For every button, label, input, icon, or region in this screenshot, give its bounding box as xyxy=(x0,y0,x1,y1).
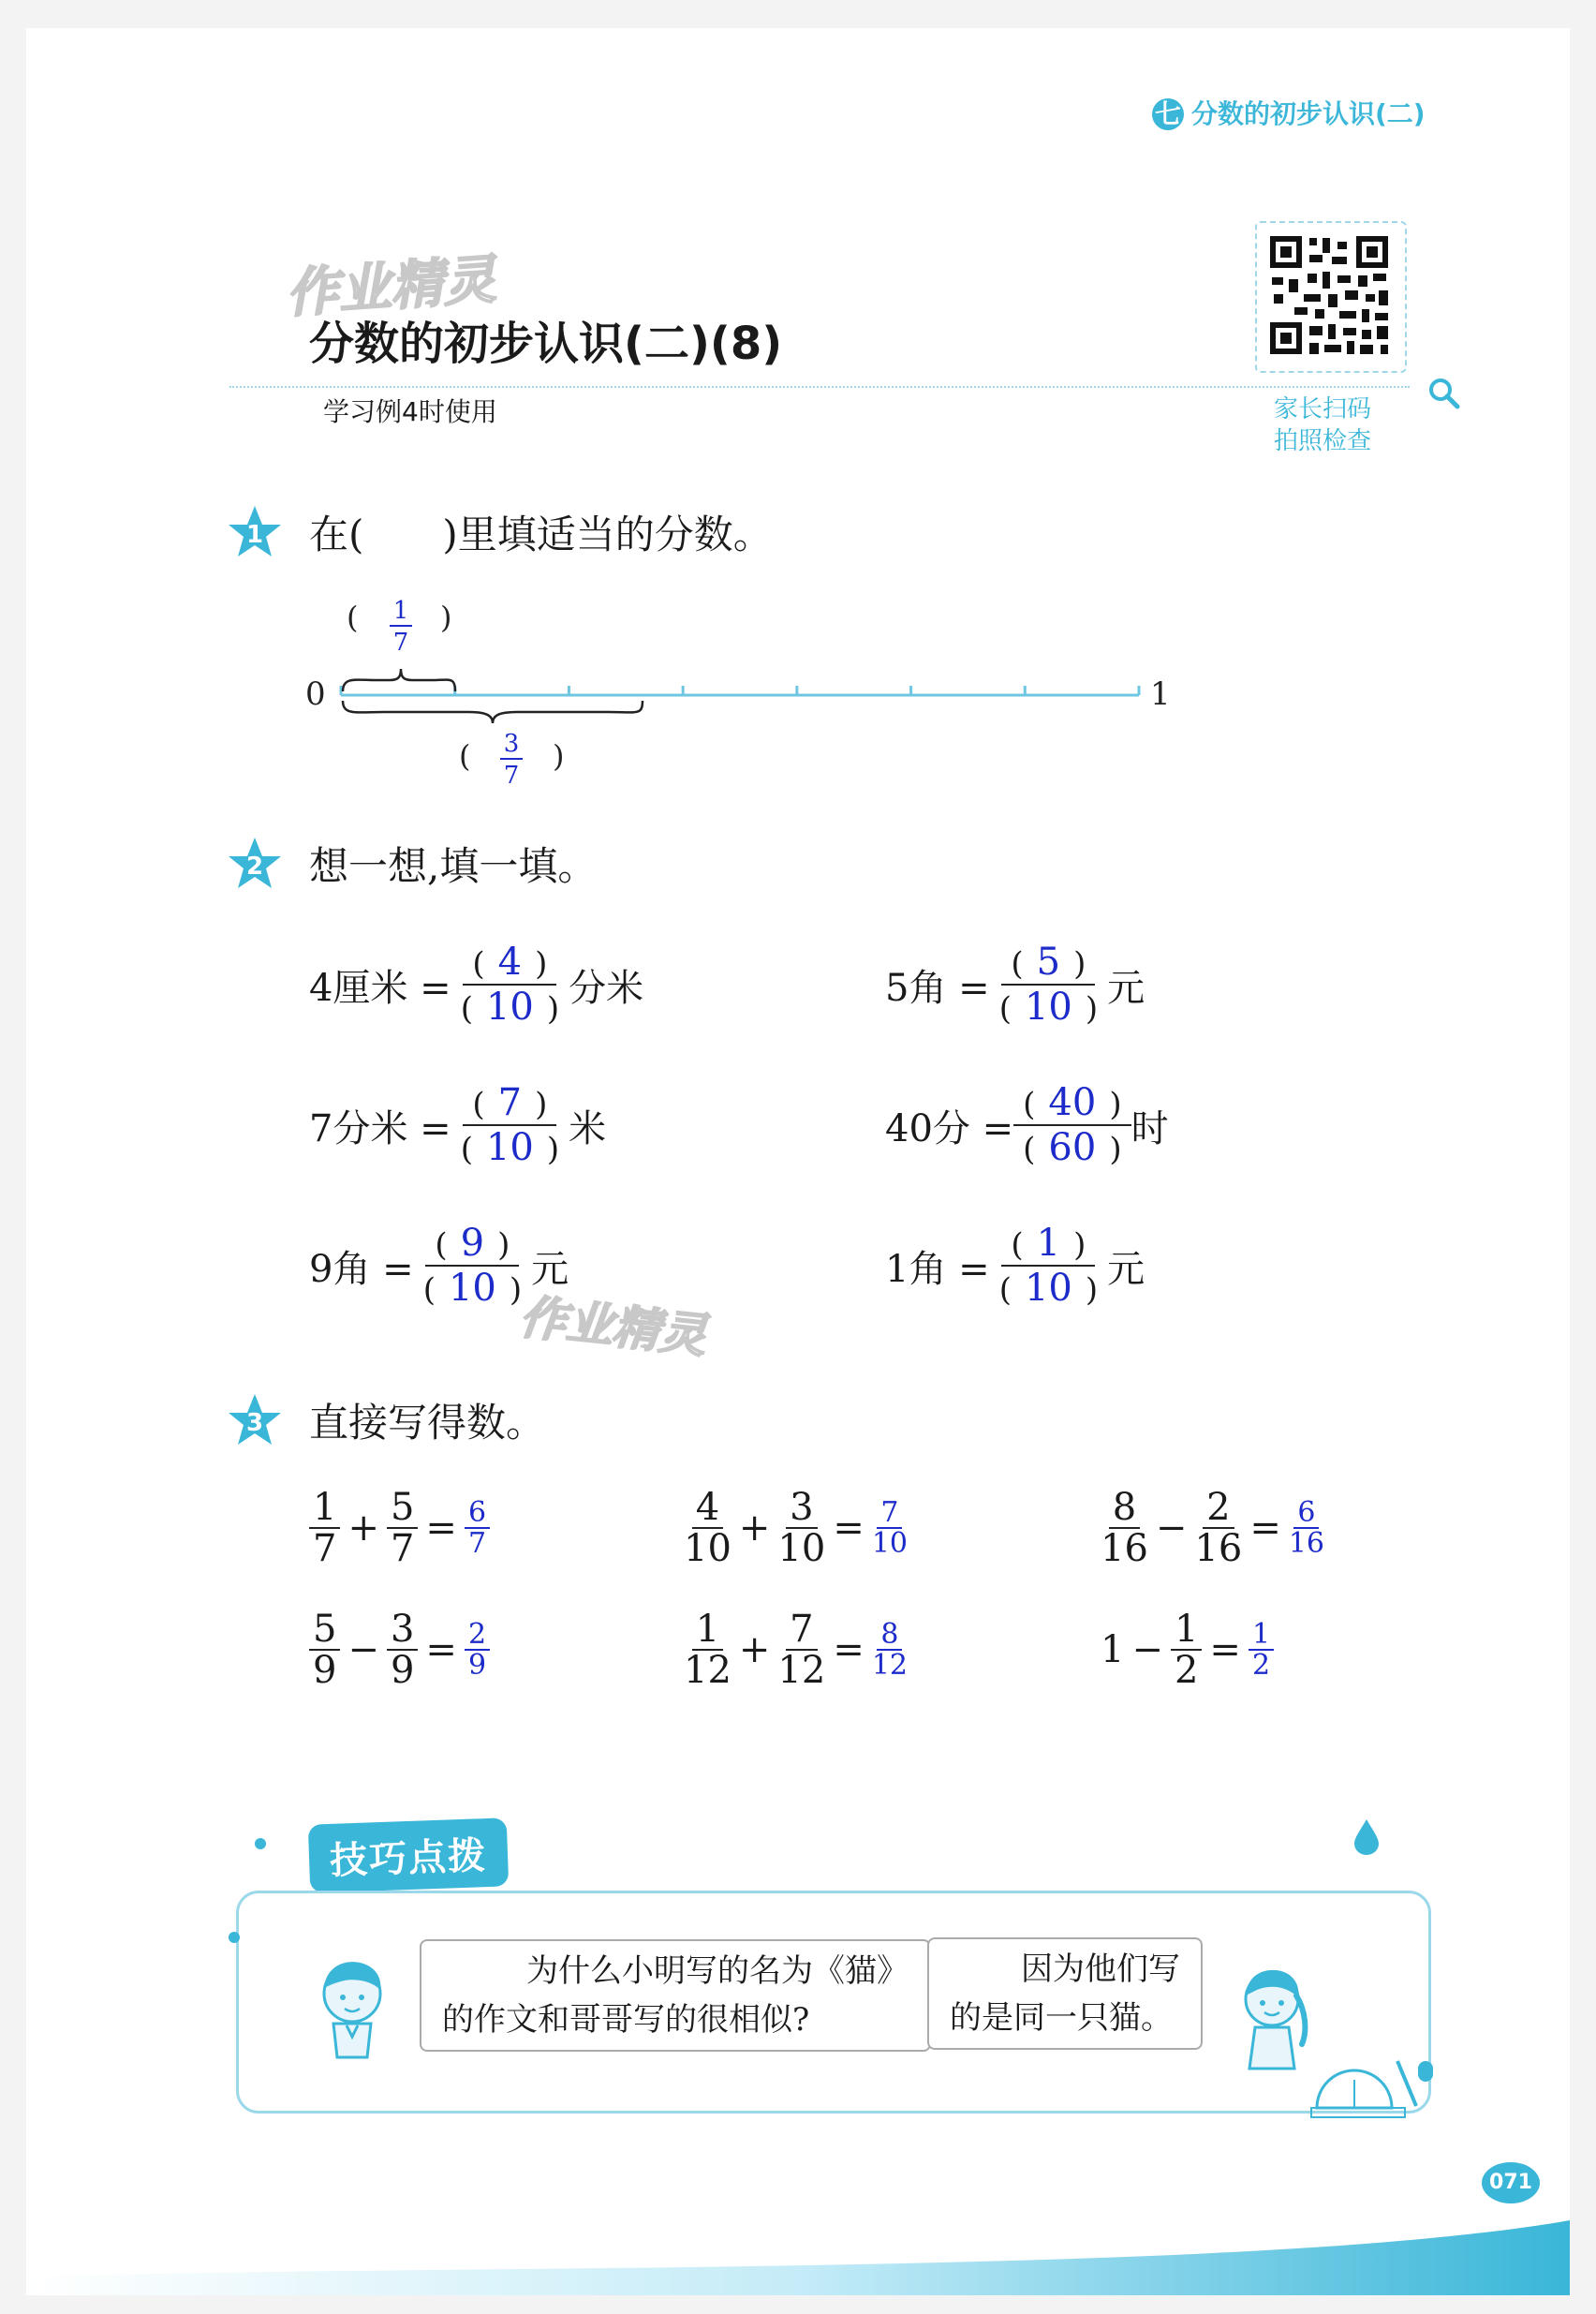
conversion-unit: 元 xyxy=(1107,966,1145,1010)
upper-paren-left: ( xyxy=(347,600,359,635)
decor-dot-2 xyxy=(229,1932,240,1943)
boy-character-icon xyxy=(309,1952,395,2065)
page-title: 分数的初步认识(二)(8) xyxy=(309,318,783,370)
operand-a: $\frac{4}{10}$ xyxy=(684,1486,732,1570)
fraction-numerator: ( 5 ) xyxy=(1001,941,1095,986)
conversion-fraction[interactable] xyxy=(451,941,569,1029)
question-line2: 的作文和哥哥写的很相似? xyxy=(442,2001,810,2039)
upper-paren-right: ) xyxy=(440,600,452,635)
speech-bubble-question xyxy=(420,1939,931,2052)
conversion-left: 5角 = xyxy=(885,966,990,1010)
question-2-prompt: 想一想,填一填。 xyxy=(309,843,598,889)
qr-label-line1: 家长扫码 xyxy=(1274,395,1372,423)
operator: − xyxy=(1155,1506,1188,1550)
answer-fraction[interactable]: $\frac{6}{7}$ xyxy=(465,1498,490,1559)
decor-dot xyxy=(255,1838,266,1849)
conversion-left: 40分 = xyxy=(885,1106,1014,1150)
lower-paren-left: ( xyxy=(459,738,471,774)
conversion-item xyxy=(309,1081,606,1169)
fraction-denominator: ( 10 ) xyxy=(460,986,560,1029)
fraction-denominator: ( 10 ) xyxy=(998,986,1099,1029)
fraction-numerator: ( 9 ) xyxy=(425,1222,519,1267)
question-line1: 为什么小明写的名为《猫》 xyxy=(526,1952,909,1990)
lower-answer-denominator: 7 xyxy=(503,762,520,790)
unit-tag xyxy=(1152,94,1426,131)
operand-b: $\frac{7}{12}$ xyxy=(777,1608,826,1692)
question-3-star-icon xyxy=(227,1392,283,1448)
answer-line2: 的是同一只猫。 xyxy=(950,1999,1173,2037)
lower-paren-right: ) xyxy=(553,738,565,774)
operator: + xyxy=(738,1506,771,1550)
operator: − xyxy=(347,1628,379,1671)
equals-sign: = xyxy=(425,1506,457,1550)
question-1-prompt: 在( )里填适当的分数。 xyxy=(309,512,773,557)
conversion-fraction[interactable] xyxy=(990,941,1107,1029)
operand-b: $\frac{3}{9}$ xyxy=(387,1609,418,1690)
number-line-start-label: 0 xyxy=(305,675,326,713)
conversion-unit: 元 xyxy=(1107,1247,1145,1291)
conversion-item xyxy=(885,1222,1145,1310)
fraction-numerator: ( 4 ) xyxy=(463,941,556,986)
unit-number-badge: 七 xyxy=(1152,98,1184,130)
fraction-numerator: ( 7 ) xyxy=(463,1081,556,1126)
conversion-fraction[interactable] xyxy=(414,1222,531,1310)
answer-fraction[interactable]: $\frac{2}{9}$ xyxy=(465,1620,490,1681)
fraction-denominator: ( 60 ) xyxy=(1023,1126,1122,1169)
question-1-number: 1 xyxy=(245,521,264,549)
qr-label xyxy=(1274,393,1371,457)
conversion-unit: 米 xyxy=(569,1106,607,1150)
title-divider xyxy=(229,386,1410,388)
decor-drop-2 xyxy=(1418,2061,1433,2082)
operand-b: $\frac{3}{10}$ xyxy=(777,1486,826,1570)
upper-answer-denominator: 7 xyxy=(392,629,409,657)
upper-brace xyxy=(343,669,455,691)
footer-wave xyxy=(26,2211,1570,2295)
conversion-left: 4厘米 = xyxy=(309,966,451,1010)
operand-a: $\frac{1}{12}$ xyxy=(684,1608,732,1692)
equals-sign: = xyxy=(833,1506,864,1550)
conversion-item xyxy=(309,941,643,1029)
equals-sign: = xyxy=(1249,1506,1281,1550)
fraction-denominator: ( 10 ) xyxy=(460,1126,560,1169)
equals-sign: = xyxy=(833,1628,864,1671)
subtitle: 学习例4时使用 xyxy=(323,396,497,427)
conversion-unit: 元 xyxy=(531,1247,569,1291)
calculation-item xyxy=(309,1609,490,1690)
watermark: 作业精灵 xyxy=(284,249,498,325)
calculation-item xyxy=(684,1609,908,1690)
fraction-denominator: ( 10 ) xyxy=(998,1267,1099,1310)
operand-a: $\frac{8}{16}$ xyxy=(1101,1486,1148,1570)
question-2-number: 2 xyxy=(245,853,264,881)
conversion-item xyxy=(885,941,1145,1029)
ruler-protractor-icon xyxy=(1308,2052,1420,2121)
fraction-numerator: ( 40 ) xyxy=(1013,1081,1130,1126)
conversion-fraction[interactable] xyxy=(1013,1081,1130,1169)
equals-sign: = xyxy=(1209,1628,1241,1671)
calculation-item xyxy=(1101,1488,1324,1568)
operand-b: $\frac{2}{16}$ xyxy=(1194,1486,1243,1570)
search-icon[interactable] xyxy=(1427,377,1461,410)
question-3-prompt: 直接写得数。 xyxy=(309,1400,546,1446)
operand-a: $\frac{5}{9}$ xyxy=(309,1609,340,1690)
calculation-item xyxy=(309,1488,490,1568)
calculation-item xyxy=(684,1488,908,1568)
tips-banner xyxy=(309,1821,508,1890)
operand-a: $\frac{1}{7}$ xyxy=(309,1488,340,1568)
answer-fraction[interactable]: $\frac{7}{10}$ xyxy=(871,1495,909,1560)
watermark-2: 作业精灵 xyxy=(517,1289,710,1364)
operand-b: $\frac{1}{2}$ xyxy=(1171,1609,1202,1690)
answer-fraction[interactable]: $\frac{6}{16}$ xyxy=(1288,1495,1325,1560)
upper-answer-numerator: 1 xyxy=(392,597,409,625)
girl-character-icon xyxy=(1229,1958,1315,2080)
operator: − xyxy=(1131,1628,1163,1671)
qr-label-line2: 拍照检查 xyxy=(1274,427,1372,455)
conversion-fraction[interactable] xyxy=(990,1222,1107,1310)
fraction-denominator: ( 10 ) xyxy=(422,1267,523,1310)
calculation-item xyxy=(1101,1609,1274,1690)
whole-number: 1 xyxy=(1101,1628,1125,1671)
conversion-unit: 时 xyxy=(1130,1106,1169,1150)
page-number: 071 xyxy=(1482,2162,1540,2203)
qr-frame xyxy=(1255,221,1407,373)
equals-sign: = xyxy=(425,1628,457,1671)
conversion-left: 7分米 = xyxy=(309,1106,451,1150)
lower-answer-numerator: 3 xyxy=(503,730,520,758)
conversion-fraction[interactable] xyxy=(451,1081,569,1169)
conversion-left: 9角 = xyxy=(309,1247,414,1291)
number-line-end-label: 1 xyxy=(1150,675,1171,713)
question-1-star-icon xyxy=(227,504,283,560)
conversion-item xyxy=(885,1081,1169,1169)
answer-fraction[interactable]: $\frac{1}{2}$ xyxy=(1249,1620,1274,1681)
answer-fraction[interactable]: $\frac{8}{12}$ xyxy=(871,1617,909,1682)
operator: + xyxy=(347,1506,379,1550)
operator: + xyxy=(738,1628,771,1671)
question-2-star-icon xyxy=(227,836,283,892)
number-line xyxy=(300,590,1180,796)
fraction-numerator: ( 1 ) xyxy=(1001,1222,1095,1267)
answer-line1: 因为他们写 xyxy=(1021,1951,1180,1988)
lower-brace xyxy=(343,701,643,723)
operand-b: $\frac{5}{7}$ xyxy=(387,1488,418,1568)
question-3-number: 3 xyxy=(245,1409,264,1437)
speech-bubble-answer xyxy=(927,1937,1203,2050)
drop-icon xyxy=(1352,1817,1381,1855)
conversion-left: 1角 = xyxy=(885,1247,990,1291)
unit-title: 分数的初步认识(二) xyxy=(1191,98,1426,129)
tips-banner-label: 技巧点拨 xyxy=(308,1817,509,1892)
conversion-unit: 分米 xyxy=(569,966,644,1010)
